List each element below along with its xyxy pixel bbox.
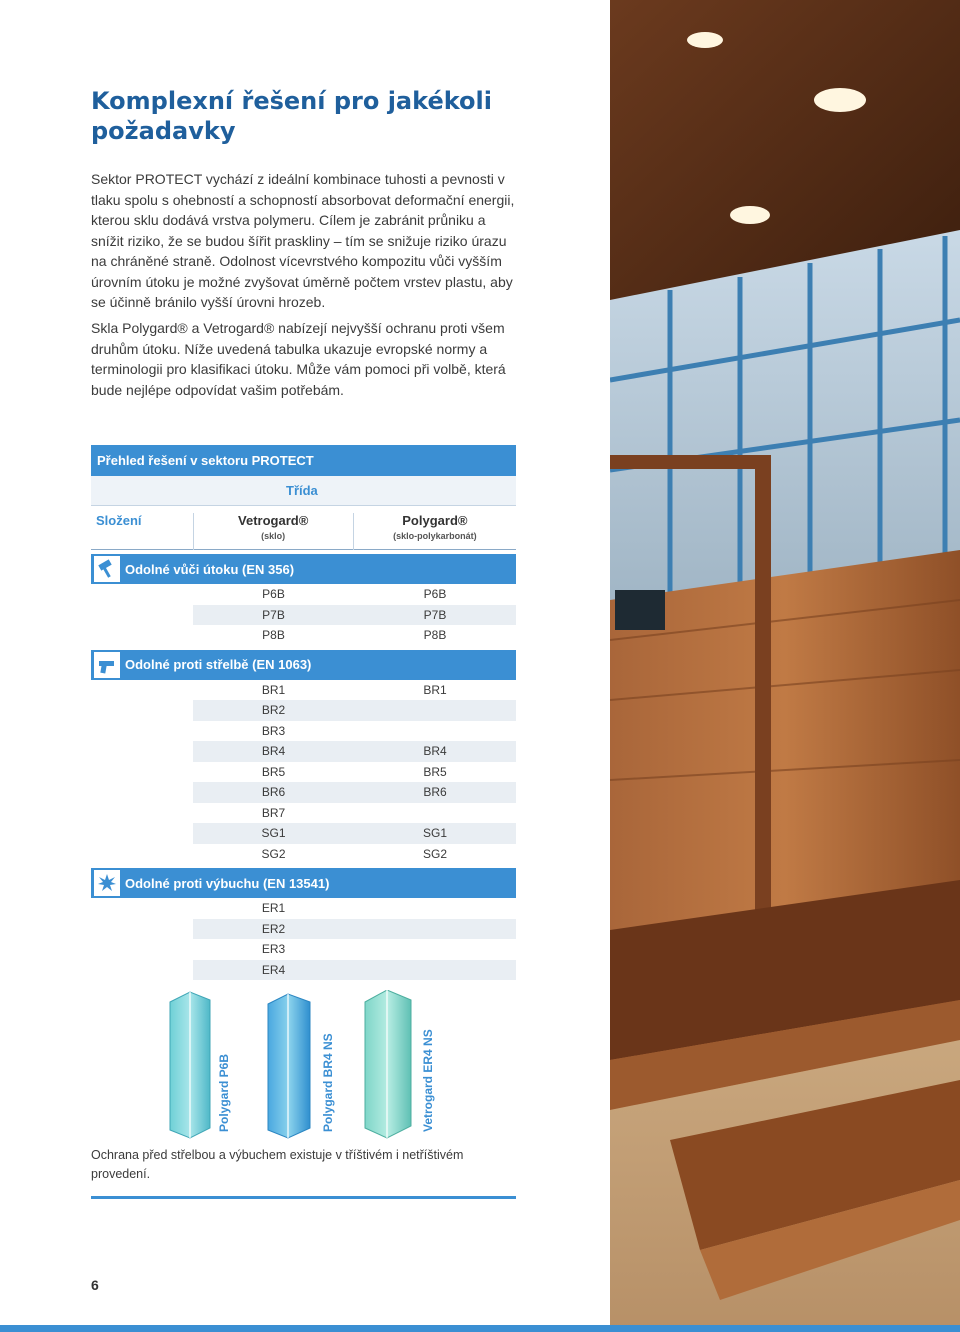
table-row [193, 919, 516, 940]
page-number: 6 [91, 1277, 99, 1293]
cell-vetrogard: P7B [262, 607, 285, 622]
section-attack [91, 554, 516, 584]
cell-vetrogard: BR6 [261, 785, 286, 799]
sample-block-2 [268, 994, 310, 1138]
cell-vetrogard: ER4 [261, 962, 286, 977]
section-label: Odolné proti střelbě (EN 1063) [125, 657, 312, 672]
table-row [193, 939, 516, 960]
table-title: Přehled řešení v sektoru PROTECT [91, 445, 516, 476]
cell-vetrogard: BR2 [261, 703, 286, 717]
class-label: Třída [286, 483, 318, 498]
cell-vetrogard: P8B [262, 628, 285, 642]
composition-label: Složení [96, 513, 142, 528]
cell-polygard [353, 939, 516, 960]
cell-polygard [353, 898, 516, 919]
divider [91, 1196, 516, 1199]
table-row [193, 844, 516, 865]
cell-vetrogard: BR5 [261, 764, 286, 779]
table-row [193, 625, 516, 646]
hammer-icon [94, 556, 120, 582]
caption: Ochrana před střelbou a výbuchem existuje v tříštivém i netříštivém provedení. [91, 1148, 464, 1181]
cell-polygard: P8B [423, 628, 447, 642]
sample-label-3: Vetrogard ER4 NS [421, 1029, 435, 1132]
cell-vetrogard: ER2 [261, 921, 286, 936]
section-label: Odolné vůči útoku (EN 356) [125, 561, 295, 577]
cell-polygard [353, 919, 516, 940]
table-row [193, 680, 516, 701]
vetrogard-name: Vetrogard® [238, 513, 309, 528]
products-paragraph: Skla Polygard® a Vetrogard® nabízejí nejvyšší ochranu proti všem druhům útoku. Níže uvedená tabulka ukazuje evropské normy a terminologii pro klasifikaci útoku. Může vám pomoci při volbě, která bude nejlépe odpovídat vašim potřebám. [91, 320, 506, 398]
table-row [193, 898, 516, 919]
section-blast [91, 868, 516, 898]
table-row [193, 605, 516, 626]
polygard-header [353, 513, 516, 550]
sample-label-1: Polygard P6B [217, 1053, 231, 1132]
section-attack-rows [193, 584, 516, 646]
gun-icon [94, 652, 120, 678]
cell-polygard: SG2 [423, 846, 448, 861]
table-row [193, 803, 516, 824]
class-header [91, 476, 516, 506]
protect-table [91, 445, 516, 980]
cell-vetrogard: ER1 [261, 901, 286, 915]
cell-vetrogard: BR3 [261, 723, 286, 738]
vetrogard-header [193, 513, 353, 550]
table-row [193, 741, 516, 762]
table-row [193, 823, 516, 844]
section-blast-rows [193, 898, 516, 980]
cell-polygard: BR1 [423, 682, 447, 697]
table-row [193, 782, 516, 803]
column-headers [91, 506, 516, 550]
cell-vetrogard: BR4 [261, 744, 286, 758]
cell-polygard: P7B [423, 607, 447, 622]
cell-polygard: BR4 [423, 744, 447, 758]
cell-vetrogard: SG2 [261, 846, 286, 861]
vetrogard-sub: (sklo) [261, 531, 286, 541]
cell-polygard [353, 960, 516, 981]
section-label: Odolné proti výbuchu (EN 13541) [125, 875, 330, 891]
sample-block-1 [170, 992, 210, 1138]
cell-vetrogard: BR7 [261, 805, 286, 820]
footer-bar [0, 1325, 960, 1332]
courtroom-photo [610, 0, 960, 1332]
explosion-icon [94, 870, 120, 896]
cell-vetrogard: BR1 [261, 682, 286, 697]
table-row [193, 721, 516, 742]
glass-samples [165, 990, 465, 1140]
cell-polygard [353, 721, 516, 742]
sample-block-3 [365, 990, 411, 1138]
cell-polygard: BR6 [423, 785, 447, 799]
cell-polygard: P6B [423, 587, 447, 601]
section-ballistic [91, 650, 516, 680]
section-ballistic-rows [193, 680, 516, 865]
table-row [193, 960, 516, 981]
intro-paragraph: Sektor PROTECT vychází z ideální kombinace tuhosti a pevnosti v tlaku spolu s ohebností a schopností absorbovat deformační energii, kterou sklu dodává vrstva polymeru. Cílem je zabránit průniku a snížit riziko, že se budou šířit praskliny – tím se snižuje riziko úrazu na chráněné straně. Odolnost vícevrstvého kompozitu vůči vyšším úrovním útoku je možné zvyšovat úměrně počtem vrstev plastu, aby se účinně bránilo vyšší úrovni hrozeb. [91, 171, 515, 310]
cell-polygard [353, 803, 516, 824]
polygard-sub: (sklo-polykarbonát) [393, 531, 477, 541]
cell-polygard: BR5 [423, 764, 447, 779]
page-title: Komplexní řešení pro jakékoli požadavky [91, 87, 492, 145]
cell-vetrogard: P6B [262, 587, 285, 601]
table-row [193, 700, 516, 721]
cell-vetrogard: SG1 [261, 826, 286, 840]
cell-vetrogard: ER3 [261, 942, 286, 956]
cell-polygard: SG1 [423, 826, 448, 840]
table-row [193, 762, 516, 783]
sample-label-2: Polygard BR4 NS [321, 1033, 335, 1132]
cell-polygard [353, 700, 516, 721]
table-row [193, 584, 516, 605]
polygard-name: Polygard® [402, 513, 468, 528]
